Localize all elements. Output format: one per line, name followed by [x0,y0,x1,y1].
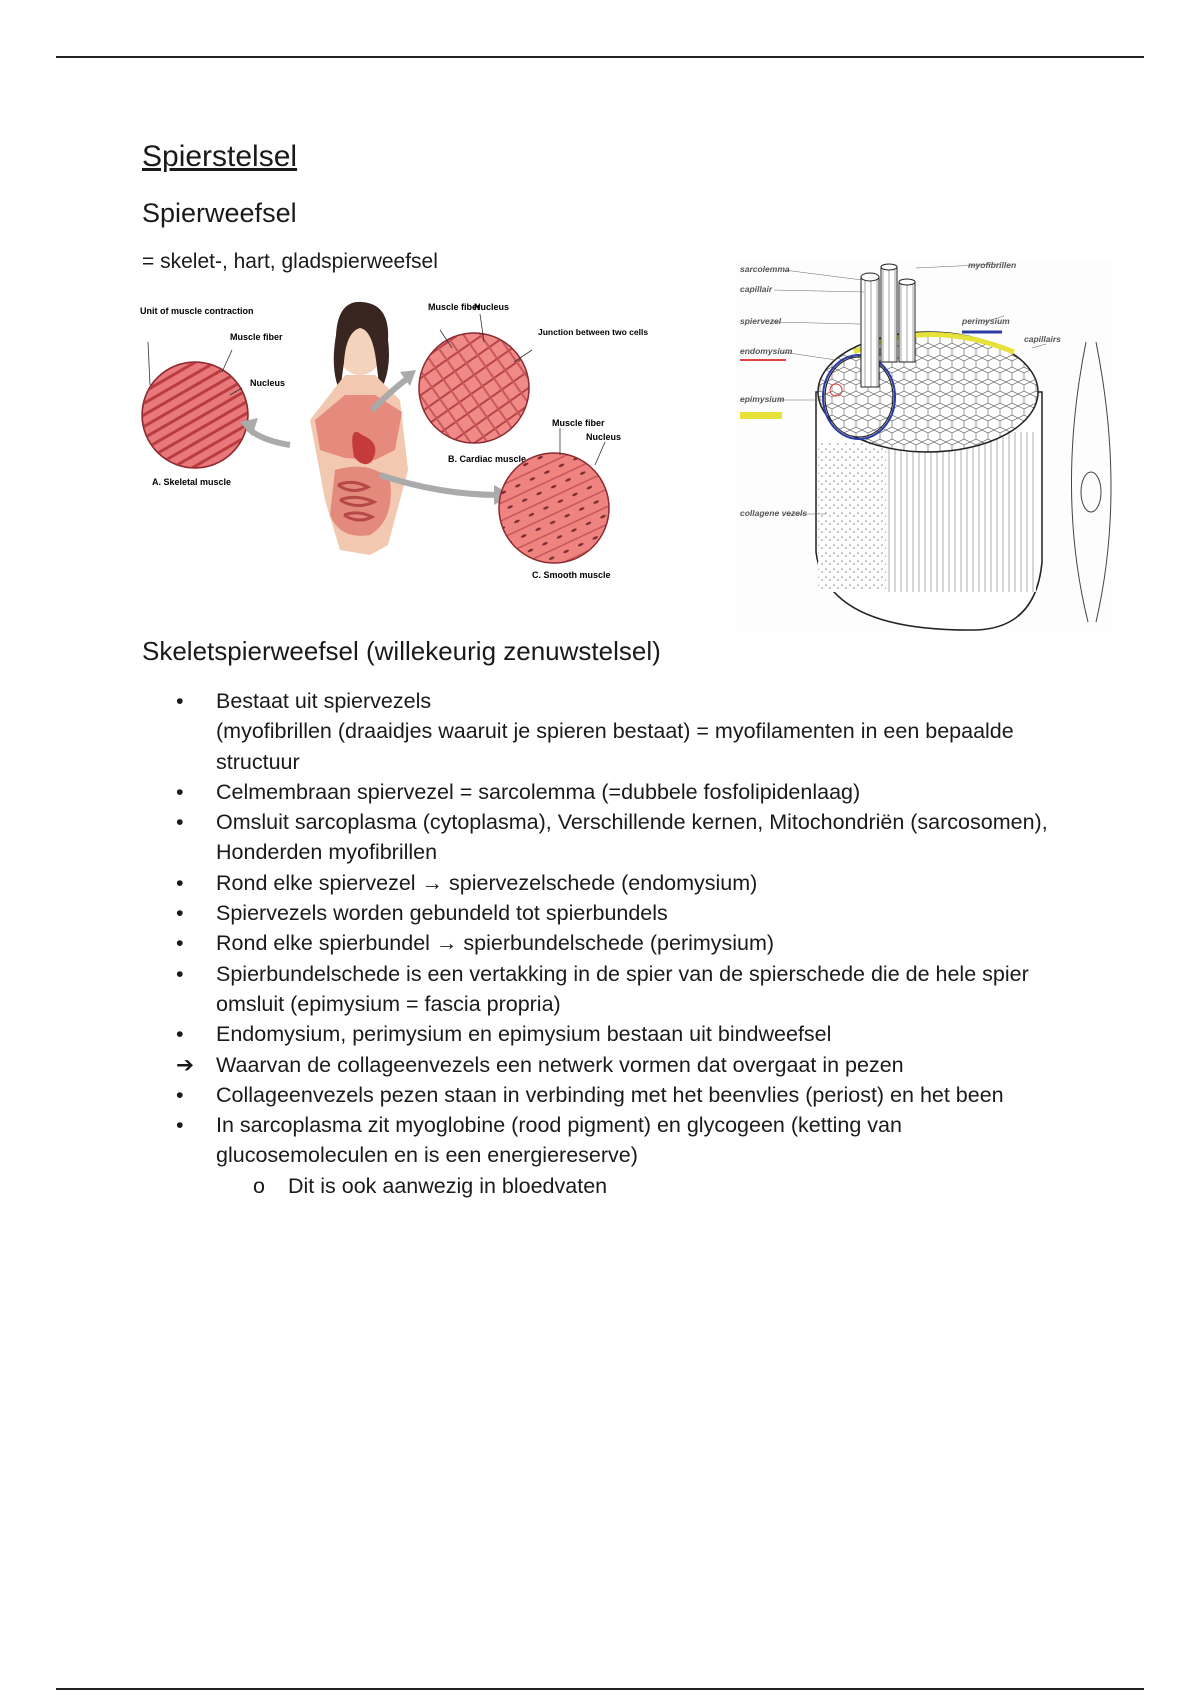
list-item [176,716,1056,777]
caption-smooth: C. Smooth muscle [532,570,611,580]
list-item [176,686,1056,716]
label-capillairs: capillairs [1024,334,1061,344]
bullet-marker: • [176,931,184,956]
smooth-muscle-circle [499,453,609,563]
caption-skeletal: A. Skeletal muscle [152,477,232,487]
label-endomysium: endomysium [740,346,793,356]
list-item [176,1080,1056,1110]
list-item-text: Spiervezels worden gebundeld tot spierbundels [216,901,668,926]
intro-text: = skelet-, hart, gladspierweefsel [142,250,438,273]
sub-list-item [176,1171,1056,1201]
footer-rule [56,1688,1144,1690]
list-item-text: Endomysium, perimysium en epimysium bestaan uit bindweefsel [216,1022,832,1047]
caption-cardiac: B. Cardiac muscle [448,454,527,464]
list-item-text: Bestaat uit spiervezels [216,689,432,713]
bullet-marker: • [176,1022,184,1047]
label-collagene: collagene vezels [740,508,808,518]
list-item [176,868,1056,898]
list-item [176,898,1056,928]
list-item [176,959,1056,1020]
list-item-text: Dit is ook aanwezig in bloedvaten [288,1173,608,1198]
page-subtitle: Spierweefsel [142,198,297,228]
cardiac-muscle-circle [419,333,529,443]
label-unit-of-contraction: Unit of muscle contraction [140,306,254,316]
list-item-text: Celmembraan spiervezel = sarcolemma (=dubbele fosfolipidenlaag) [216,779,861,804]
header-rule [56,56,1144,58]
list-item-text: In sarcoplasma zit myoglobine (rood pigment) en glycogeen (ketting van glucosemoleculen en is een energiereserve) [216,1113,902,1168]
page-title: Spierstelsel [142,140,298,173]
label-spiervezel: spiervezel [740,316,782,326]
human-figure [310,302,408,555]
label-perimysium: perimysium [962,316,1010,326]
list-item [176,1110,1056,1171]
skeletal-muscle-circle [140,360,250,470]
label-myofibrillen: myofibrillen [968,262,1017,270]
label-sarcolemma: sarcolemma [740,264,790,274]
label-junction: Junction between two cells [538,327,649,337]
bullet-marker: • [176,901,184,926]
bullet-marker: • [176,810,184,835]
list-item-text: Omsluit sarcoplasma (cytoplasma), Verschillende kernen, Mitochondriën (sarcosomen), Honderden myofibrillen [216,810,1048,865]
bullet-list [176,686,1056,1201]
list-item [176,807,1056,868]
label-cardiac-fiber: Muscle fiber [428,302,481,312]
list-item-text: Waarvan de collageenvezels een netwerk vormen dat overgaat in pezen [216,1052,904,1077]
label-smooth-fiber: Muscle fiber [552,418,605,428]
label-epimysium: epimysium [740,394,785,404]
list-item-text: Collageenvezels pezen staan in verbinding met het beenvlies (periost) en het been [216,1082,1004,1107]
bullet-marker: • [176,870,184,895]
label-smooth-nucleus: Nucleus [586,432,622,442]
sub-bullet-marker: o [253,1173,265,1198]
list-item [176,1019,1056,1049]
label-nucleus: Nucleus [250,378,286,388]
label-capillair: capillair [740,284,773,294]
muscle-structure-figure [736,262,1112,632]
list-item-text: Spierbundelschede is een vertakking in de spier van de spierschede die de hele spier omsluit (epimysium = fascia propria) [216,961,1029,1016]
list-item-text: Rond elke spierbundel → spierbundelschede (perimysium) [216,931,775,956]
bullet-marker: • [176,1082,184,1107]
list-item-text: (myofibrillen (draaidjes waaruit je spieren bestaat) = myofilamenten in een bepaalde structuur [216,719,1014,774]
label-cardiac-nucleus: Nucleus [474,302,510,312]
label-muscle-fiber: Muscle fiber [230,332,283,342]
section-heading: Skeletspierweefsel (willekeurig zenuwstelsel) [142,636,661,666]
list-item [176,777,1056,807]
list-item [176,1050,1056,1080]
bullet-marker: • [176,961,184,986]
list-item [176,928,1056,958]
bullet-marker: • [176,1113,184,1138]
muscle-types-figure [140,300,680,600]
bullet-marker: • [176,779,184,804]
bullet-marker: • [176,689,184,713]
arrow-marker: ➔ [176,1052,195,1077]
list-item-text: Rond elke spiervezel → spiervezelschede (endomysium) [216,870,758,895]
